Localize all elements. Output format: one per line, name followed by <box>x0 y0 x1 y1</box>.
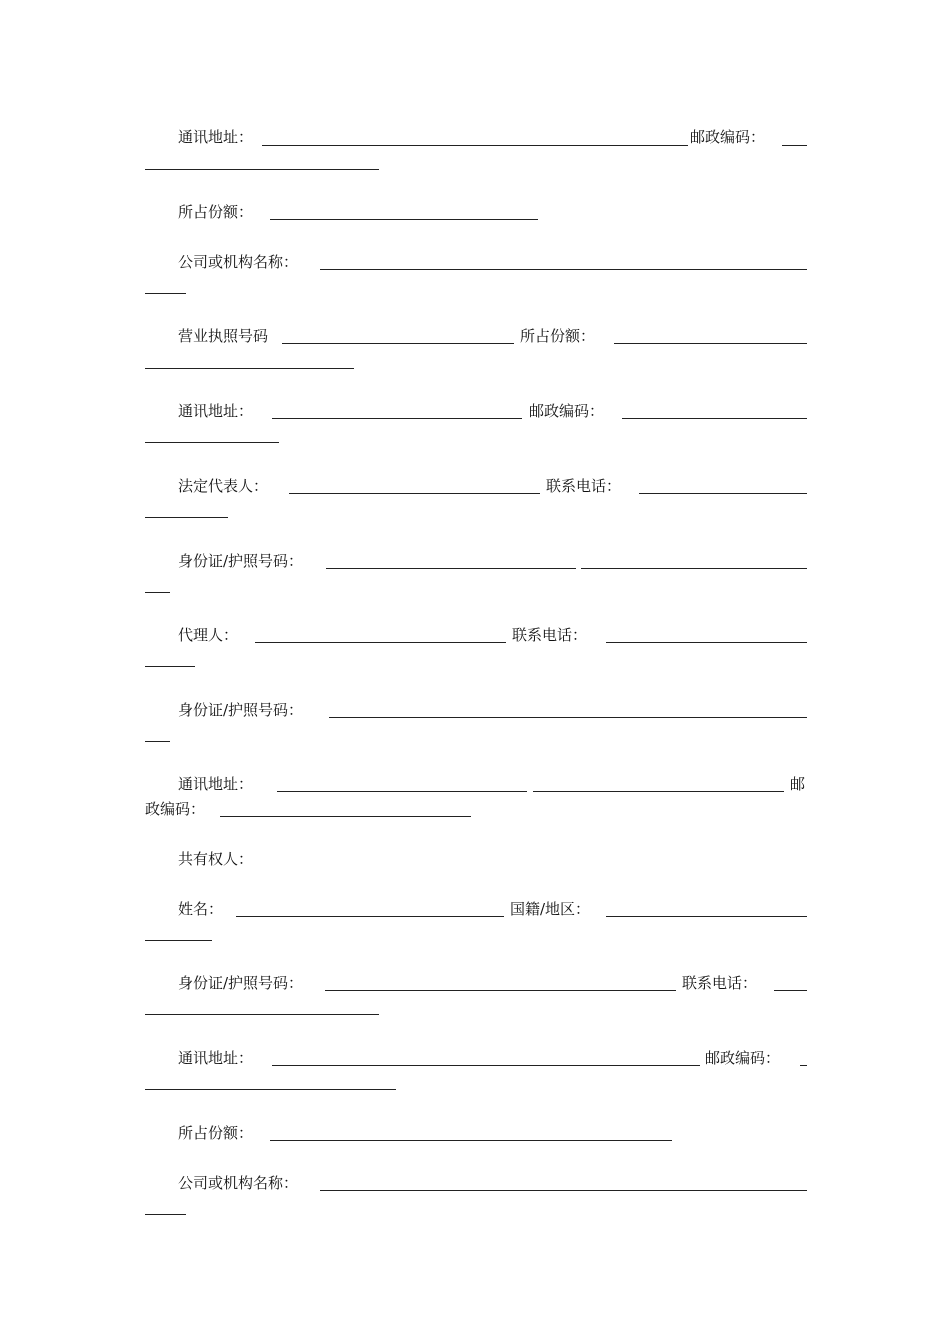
phone-blank[interactable] <box>639 493 807 494</box>
share-label-3: 所占份额： <box>178 1124 254 1142</box>
share-blank-3[interactable] <box>270 1140 672 1141</box>
postcode-blank-continued[interactable] <box>145 169 379 170</box>
name-blank[interactable] <box>236 916 504 917</box>
id-blank[interactable] <box>326 568 576 569</box>
id-label-3: 身份证/护照号码： <box>178 974 304 992</box>
company-blank[interactable] <box>320 269 807 270</box>
phone-blank-continued[interactable] <box>145 517 228 518</box>
postcode-label-3-part2: 政编码： <box>145 800 206 818</box>
license-blank[interactable] <box>282 343 514 344</box>
nationality-label: 国籍/地区： <box>510 900 591 918</box>
postcode-blank-2-continued[interactable] <box>145 442 279 443</box>
name-label: 姓名： <box>178 900 224 918</box>
agent-blank[interactable] <box>255 642 506 643</box>
address-blank-2[interactable] <box>272 418 522 419</box>
company-blank-2[interactable] <box>320 1190 807 1191</box>
address-label: 通讯地址： <box>178 128 254 146</box>
postcode-blank[interactable] <box>782 145 807 146</box>
address-label-4: 通讯地址： <box>178 1049 254 1067</box>
phone-label-2: 联系电话： <box>512 626 588 644</box>
postcode-blank-3[interactable] <box>220 816 471 817</box>
postcode-blank-4[interactable] <box>800 1065 807 1066</box>
share-blank[interactable] <box>270 219 538 220</box>
share-blank-2[interactable] <box>614 343 807 344</box>
co-owner-heading: 共有权人： <box>178 850 254 868</box>
company-label: 公司或机构名称： <box>178 253 299 271</box>
id-blank-continued[interactable] <box>145 592 170 593</box>
id-label: 身份证/护照号码： <box>178 552 304 570</box>
address-blank-3b[interactable] <box>533 791 784 792</box>
phone-blank-2-continued[interactable] <box>145 666 195 667</box>
id-blank-3[interactable] <box>325 990 676 991</box>
share-label-2: 所占份额： <box>520 327 596 345</box>
company-label-2: 公司或机构名称： <box>178 1174 299 1192</box>
address-blank-4[interactable] <box>272 1065 700 1066</box>
postcode-label-3-part1: 邮 <box>790 775 806 793</box>
address-blank[interactable] <box>262 145 688 146</box>
id-blank-2[interactable] <box>329 717 807 718</box>
share-label: 所占份额： <box>178 203 254 221</box>
id-label-2: 身份证/护照号码： <box>178 701 304 719</box>
address-blank-3[interactable] <box>277 791 527 792</box>
license-label: 营业执照号码 <box>178 327 269 345</box>
address-label-2: 通讯地址： <box>178 402 254 420</box>
postcode-label-2: 邮政编码： <box>529 402 605 420</box>
phone-blank-3-continued[interactable] <box>145 1014 379 1015</box>
legal-rep-blank[interactable] <box>289 493 540 494</box>
id-blank-2-continued[interactable] <box>145 741 170 742</box>
company-blank-continued[interactable] <box>145 293 186 294</box>
phone-blank-2[interactable] <box>606 642 807 643</box>
nationality-blank[interactable] <box>606 916 807 917</box>
phone-label-3: 联系电话： <box>682 974 758 992</box>
share-blank-2-continued[interactable] <box>145 368 354 369</box>
postcode-label-4: 邮政编码： <box>705 1049 781 1067</box>
company-blank-2-continued[interactable] <box>145 1214 186 1215</box>
address-label-3: 通讯地址： <box>178 775 254 793</box>
phone-blank-3[interactable] <box>774 990 807 991</box>
id-blank-b[interactable] <box>581 568 807 569</box>
nationality-blank-continued[interactable] <box>145 940 212 941</box>
postcode-label: 邮政编码： <box>690 128 766 146</box>
agent-label: 代理人： <box>178 626 239 644</box>
legal-rep-label: 法定代表人： <box>178 477 269 495</box>
postcode-blank-2[interactable] <box>622 418 807 419</box>
phone-label: 联系电话： <box>546 477 622 495</box>
postcode-blank-4-continued[interactable] <box>145 1089 396 1090</box>
